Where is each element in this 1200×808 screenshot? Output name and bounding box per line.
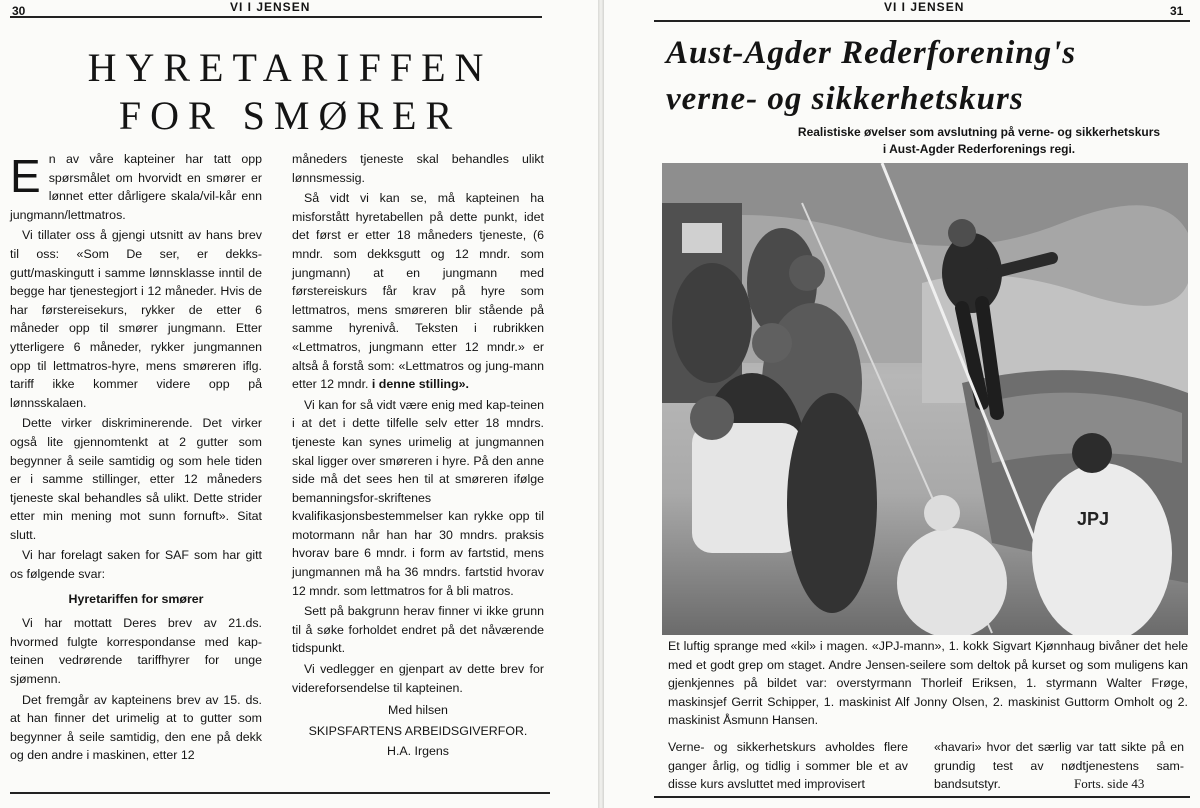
top-rule-right	[654, 20, 1190, 22]
bottom-rule-left	[10, 792, 550, 794]
paragraph-bold: i denne stilling».	[371, 377, 469, 392]
running-head-left: VI I JENSEN	[230, 0, 311, 14]
paragraph: Vi tillater oss å gjengi utsnitt av hans brev til oss: «Som De ser, er dekks-gutt/maskingutt i samme lønnsklasse inntil de begge har tjenestegjort i 12 måneder. Hvis de har førstereisekurs, rykker de etter 6 måneder opp til smører jungmann. Etter ytterligere 6 måneder, rykker jungmannen opp til lettmatros-hyre, mens smøreren iflg. tariff ikke kommer videre opp på lønnsskalaen.	[10, 228, 262, 410]
subtitle-line-2: i Aust-Agder Rederforenings regi.	[882, 142, 1076, 156]
subtitle-line-1: Realistiske øvelser som avslutning på verne- og sikkerhetskurs	[797, 125, 1161, 139]
continued-note: Forts. side 43	[1074, 776, 1145, 791]
sender-organization: SKIPSFARTENS ARBEIDSGIVERFOR.	[308, 723, 528, 738]
photo-illustration	[662, 163, 1188, 635]
left-column-2	[292, 150, 544, 763]
page-number-left: 30	[12, 4, 26, 18]
paragraph: Dette virker diskriminerende. Det virker også lite gjennomtenkt at 2 gutter som begynner å seile samtidig og som hele tiden er i samme stillinger, etter 12 måneders tjeneste skal behandles så ulikt. Dette strider etter min mening mot sunn fornuft». Sitat slutt.	[10, 416, 262, 542]
paragraph: Vi har mottatt Deres brev av 21.ds. hvormed fulgte korrespondanse med kap-teinen vedrørende tariffhyrer for unge sjømenn.	[10, 616, 262, 687]
running-head-right: VI I JENSEN	[884, 0, 965, 14]
left-column-1	[10, 150, 262, 767]
subheading: Hyretariffen for smører	[68, 591, 204, 606]
photo-lifeboat-drill	[662, 163, 1188, 635]
bottom-rule-right	[654, 796, 1190, 798]
page-number-right: 31	[1170, 4, 1184, 18]
paragraph: Vi har forelagt saken for SAF som har gitt os følgende svar:	[10, 548, 262, 582]
paragraph: Verne- og sikkerhetskurs avholdes flere ganger årlig, og tidlig i sommer ble et av disse kurs avsluttet med improvisert	[668, 740, 908, 792]
title-line-2: FOR SMØRER	[118, 93, 462, 138]
jacket-text: JPJ	[1077, 509, 1110, 529]
right-page	[604, 0, 1200, 808]
photo-caption: Et luftig sprange med «kil» i magen. «JPJ-mann», 1. kokk Sigvart Kjønnhaug bivåner det hele med et godt grep om staget. Andre Jensen-seilere som deltok på kurset og som muligens kan gjenkjennes på bildet var: overstyrmann Thorleif Eriksen, 1. styrmann Walter Frøge, maskinsjef Gerrit Schipper, 1. maskinist Alf Jonny Olsen, 2. maskinist Guttorm Omholt og 2. maskinist Åsmunn Hansen.	[668, 639, 1188, 728]
top-rule-left	[10, 16, 542, 18]
paragraph: Vi vedlegger en gjenpart av dette brev for videreforsendelse til kapteinen.	[292, 662, 544, 695]
paragraph: Vi kan for så vidt være enig med kap-teinen i at det i dette tilfelle selv etter 18 mndrs. tjeneste kan synes urimelig at jungmannen skal ligger over smøreren i hyre. På den anne side må det sees hen til at smøreren ifølge bemanningsfor-skriftenes kvalifikasjonsbestemmelser kan rykke opp til motormann når han har 30 mndrs. praksis hvorav bare 6 mndr. i form av fartstid, mens jungmannen må ha 36 mndrs. fartstid hvorav 12 mndr. som lettmatros for å bli matros.	[292, 397, 544, 598]
paragraph: «havari» hvor det særlig var tatt sikte på en grundig test av nødtjenestens sam-bandsutstyr.	[934, 740, 1184, 792]
signature: H.A. Irgens	[387, 744, 449, 759]
paragraph: måneders tjeneste skal behandles ulikt lønnsmessig.	[292, 152, 544, 185]
left-page	[0, 0, 598, 808]
article-title-right	[666, 30, 1196, 122]
dropcap: E	[10, 150, 41, 202]
title-line-1: Aust-Agder Rederforening's	[666, 35, 1077, 71]
article-subtitle	[764, 124, 1194, 158]
paragraph: Det fremgår av kapteinens brev av 15. ds. at han finner det urimelig at to gutter som begynner å seile samtidig, den ene på dekk og den andre i maskinen, etter 12	[10, 692, 262, 763]
paragraph: Sett på bakgrunn herav finner vi ikke grunn til å søke forholdet endret på det nåværende tidspunkt.	[292, 604, 544, 656]
paragraph: Så vidt vi kan se, må kapteinen ha misforstått hyretabellen på dette punkt, idet det først er etter 18 måneders tjeneste, (6 mndr. som dekksgutt og 12 mndr. som jungmann) at en jungmann med førstereiskurs får krav på hyre som lettmatros, mens smøreren blir stående på samme hyrenivå. Teksten i rubrikken «Lettmatros, jungmann etter 12 mndr.» er altså å forstå som: «Lettmatros og jung-mann etter 12 mndr.	[292, 191, 544, 392]
article-title	[30, 44, 550, 140]
paragraph: n av våre kapteiner har tatt opp spørsmålet om hvorvidt en smører er lønnet etter dårligere skala/vil-kår enn jungmann/lettmatros.	[10, 152, 262, 222]
closing-greeting: Med hilsen	[388, 703, 448, 718]
title-line-1: HYRETARIFFEN	[87, 45, 493, 90]
right-column-1	[668, 738, 908, 796]
title-line-2: verne- og sikkerhetskurs	[666, 81, 1024, 117]
right-column-2	[934, 738, 1184, 796]
